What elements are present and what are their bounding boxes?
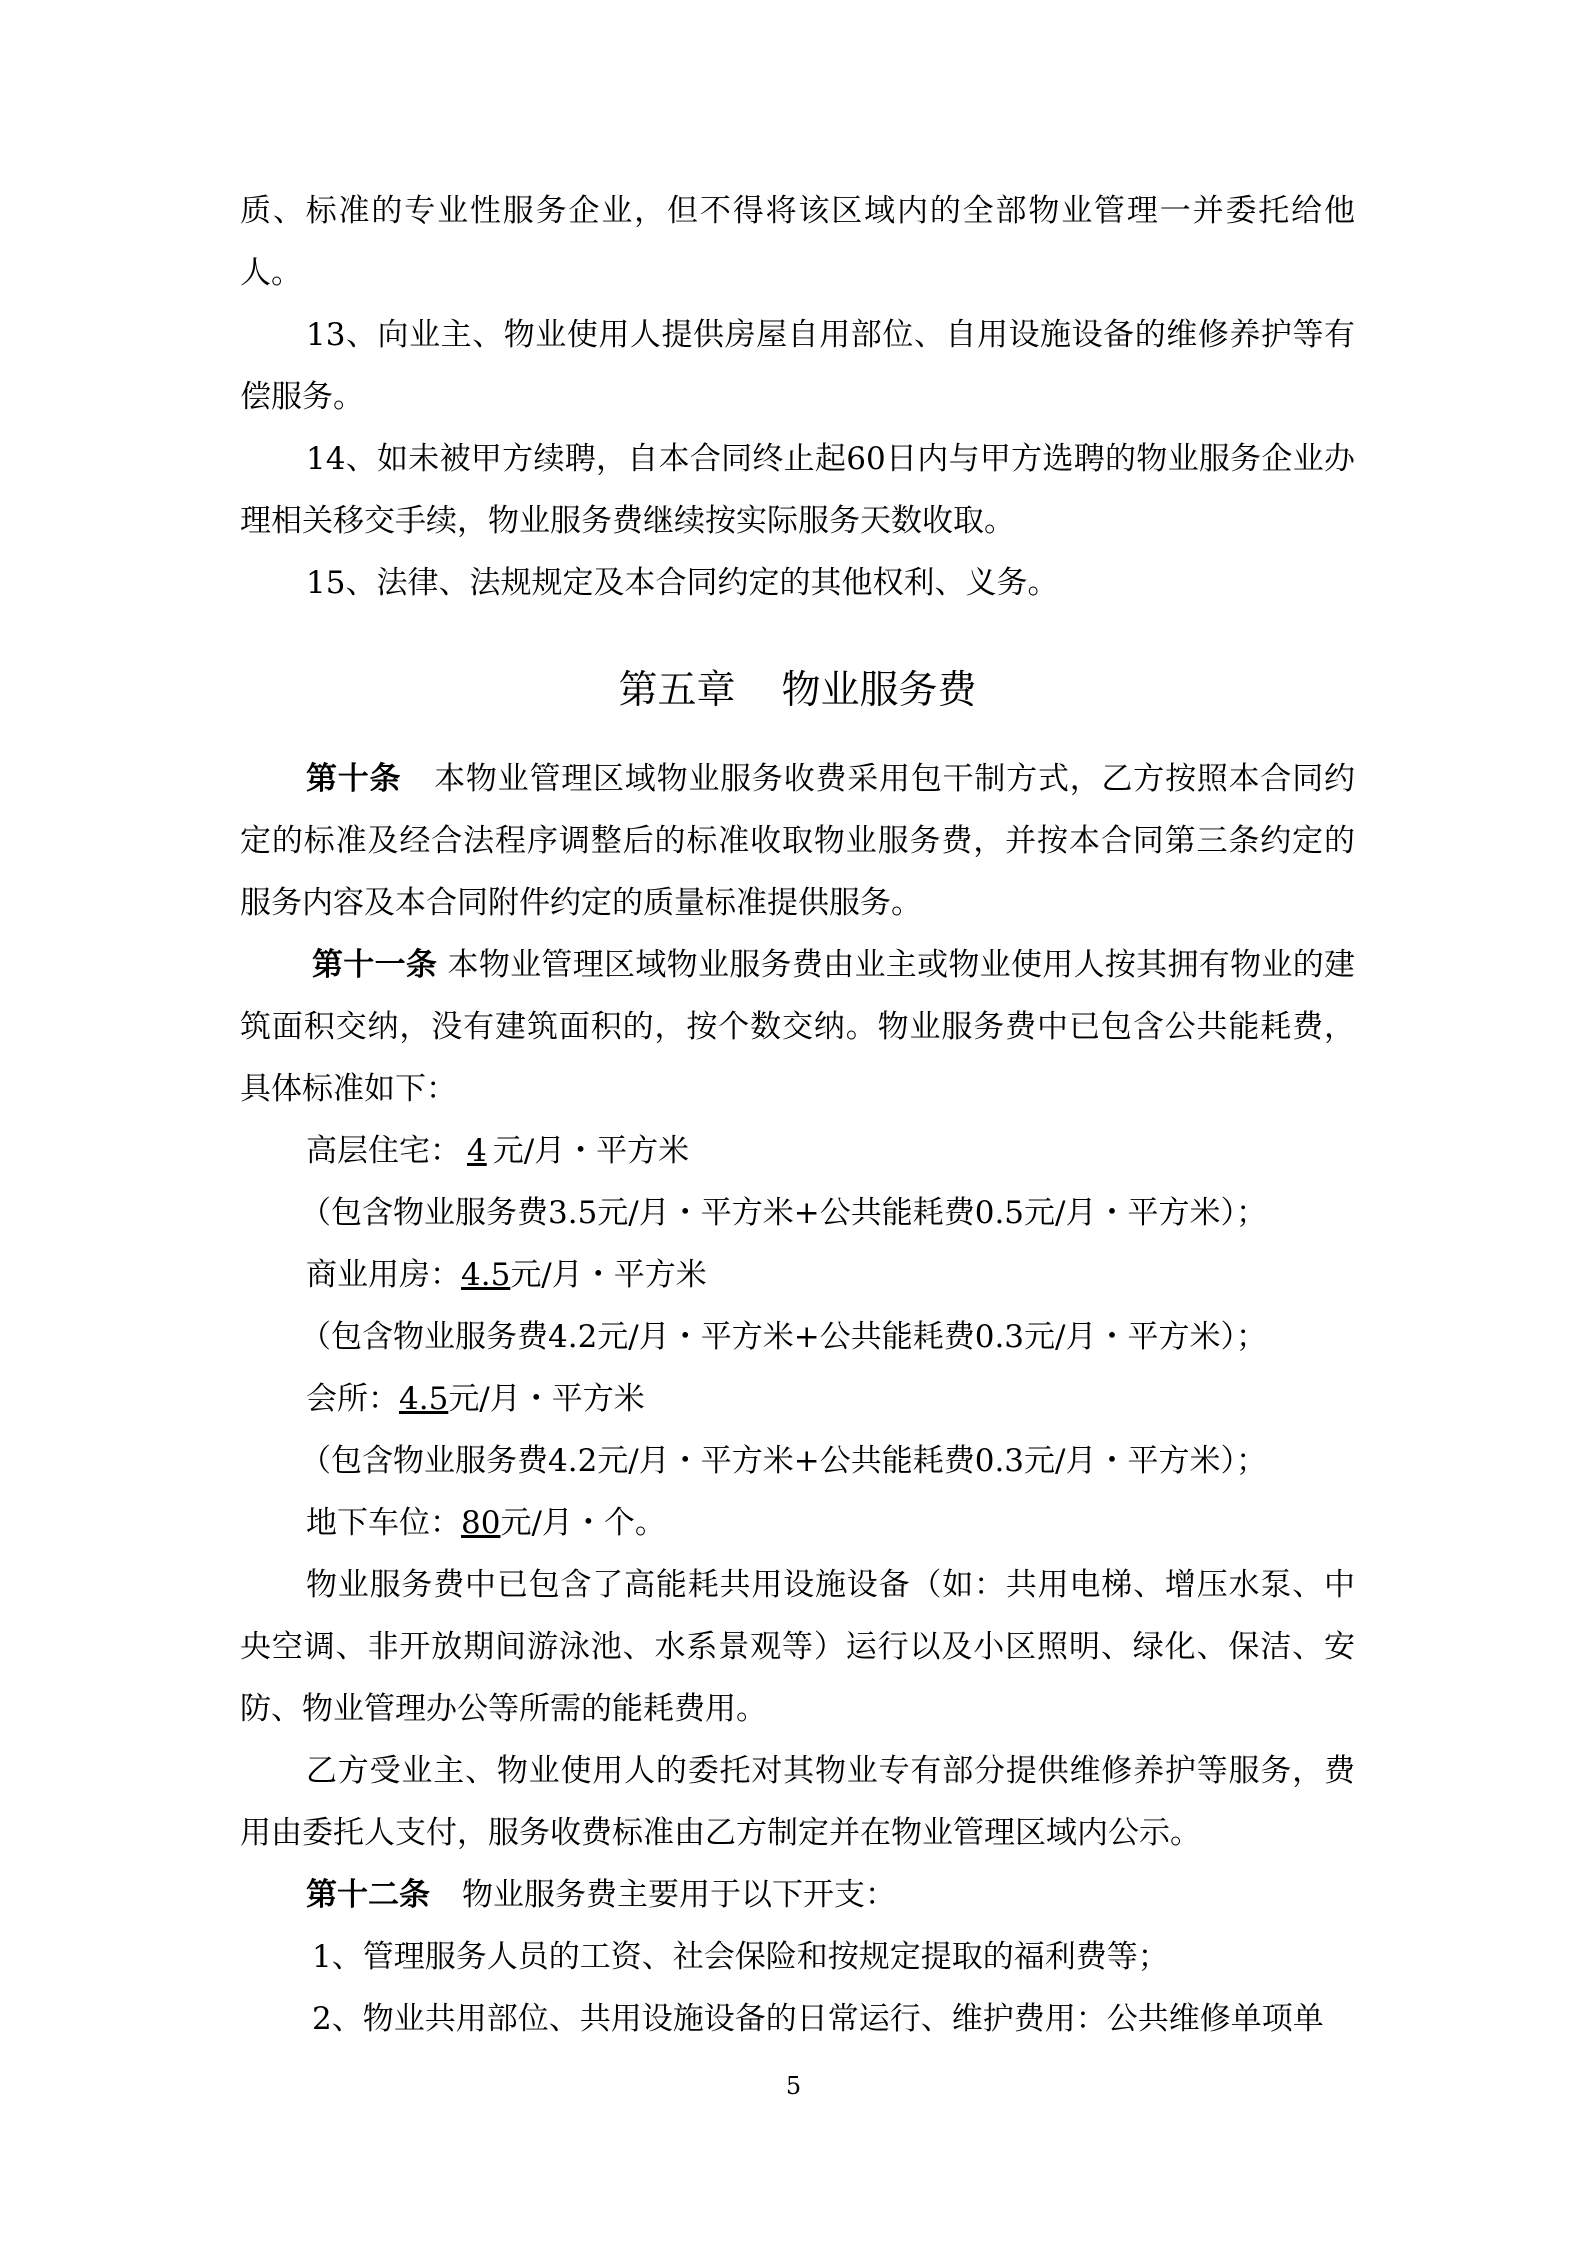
paragraph-private-service: 乙方受业主、物业使用人的委托对其物业专有部分提供维修养护等服务，费用由委托人支付，服务收费标准由乙方制定并在物业管理区域内公示。: [240, 1753, 1355, 1851]
article-12: [240, 1864, 1355, 1926]
fee-commercial-detail: （包含物业服务费4.2元/月・平方米+公共能耗费0.3元/月・平方米）；: [300, 1319, 1267, 1355]
article-11-label: 第十一条: [312, 947, 438, 983]
list-item-13: 13、向业主、物业使用人提供房屋自用部位、自用设施设备的维修养护等有偿服务。: [240, 317, 1355, 415]
article-12-item-1: 1、管理服务人员的工资、社会保险和按规定提取的福利费等；: [312, 1939, 1169, 1975]
chapter-number: 第五章: [618, 668, 736, 713]
article-12-label: 第十二条: [306, 1877, 430, 1913]
fee-clubhouse-unit: 元/月・平方米: [448, 1381, 645, 1417]
fee-parking-unit: 元/月・个。: [500, 1505, 666, 1541]
fee-residential-unit: 元/月・平方米: [492, 1133, 690, 1169]
fee-commercial-value: 4.5: [461, 1257, 511, 1293]
chapter-heading: [240, 660, 1355, 722]
fee-residential-value: 4: [467, 1133, 487, 1169]
article-12-item-2: 2、物业共用部位、共用设施设备的日常运行、维护费用：公共维修单项单: [312, 2001, 1324, 2037]
article-11: [240, 934, 1355, 1120]
fee-clubhouse-label: 会所：: [306, 1381, 399, 1417]
fee-residential-label: 高层住宅：: [306, 1133, 461, 1169]
article-10: [240, 748, 1355, 934]
paragraph-energy: 物业服务费中已包含了高能耗共用设施设备（如：共用电梯、增压水泵、中央空调、非开放期间游泳池、水系景观等）运行以及小区照明、绿化、保洁、安防、物业管理办公等所需的能耗费用。: [240, 1567, 1355, 1727]
page-number: 5: [785, 2072, 802, 2100]
fee-parking-value: 80: [461, 1505, 501, 1541]
chapter-title: 物业服务费: [781, 668, 977, 713]
article-10-label: 第十条: [306, 761, 402, 797]
fee-clubhouse-value: 4.5: [399, 1381, 449, 1417]
fee-clubhouse: [240, 1368, 1355, 1430]
article-11-text: 本物业管理区域物业服务费由业主或物业使用人按其拥有物业的建筑面积交纳，没有建筑面积的，按个数交纳。物业服务费中已包含公共能耗费，具体标准如下：: [240, 947, 1356, 1107]
document-body: [240, 180, 1355, 2050]
article-12-text: 物业服务费主要用于以下开支：: [462, 1877, 896, 1913]
fee-residential-detail: （包含物业服务费3.5元/月・平方米+公共能耗费0.5元/月・平方米）；: [300, 1195, 1267, 1231]
fee-parking-label: 地下车位：: [306, 1505, 461, 1541]
fee-clubhouse-detail: （包含物业服务费4.2元/月・平方米+公共能耗费0.3元/月・平方米）；: [300, 1443, 1267, 1479]
fee-commercial-label: 商业用房：: [306, 1257, 461, 1293]
list-item-15: 15、法律、法规规定及本合同约定的其他权利、义务。: [306, 565, 1059, 601]
list-item-14: 14、如未被甲方续聘，自本合同终止起60日内与甲方选聘的物业服务企业办理相关移交手续，物业服务费继续按实际服务天数收取。: [240, 441, 1355, 539]
fee-commercial-unit: 元/月・平方米: [510, 1257, 707, 1293]
article-10-text: 本物业管理区域物业服务收费采用包干制方式，乙方按照本合同约定的标准及经合法程序调整后的标准收取物业服务费，并按本合同第三条约定的服务内容及本合同附件约定的质量标准提供服务。: [240, 761, 1355, 921]
fee-parking: [240, 1492, 1355, 1554]
paragraph-continued: 质、标准的专业性服务企业，但不得将该区域内的全部物业管理一并委托给他人。: [240, 193, 1355, 291]
fee-commercial: [240, 1244, 1355, 1306]
fee-residential: [240, 1120, 1355, 1182]
